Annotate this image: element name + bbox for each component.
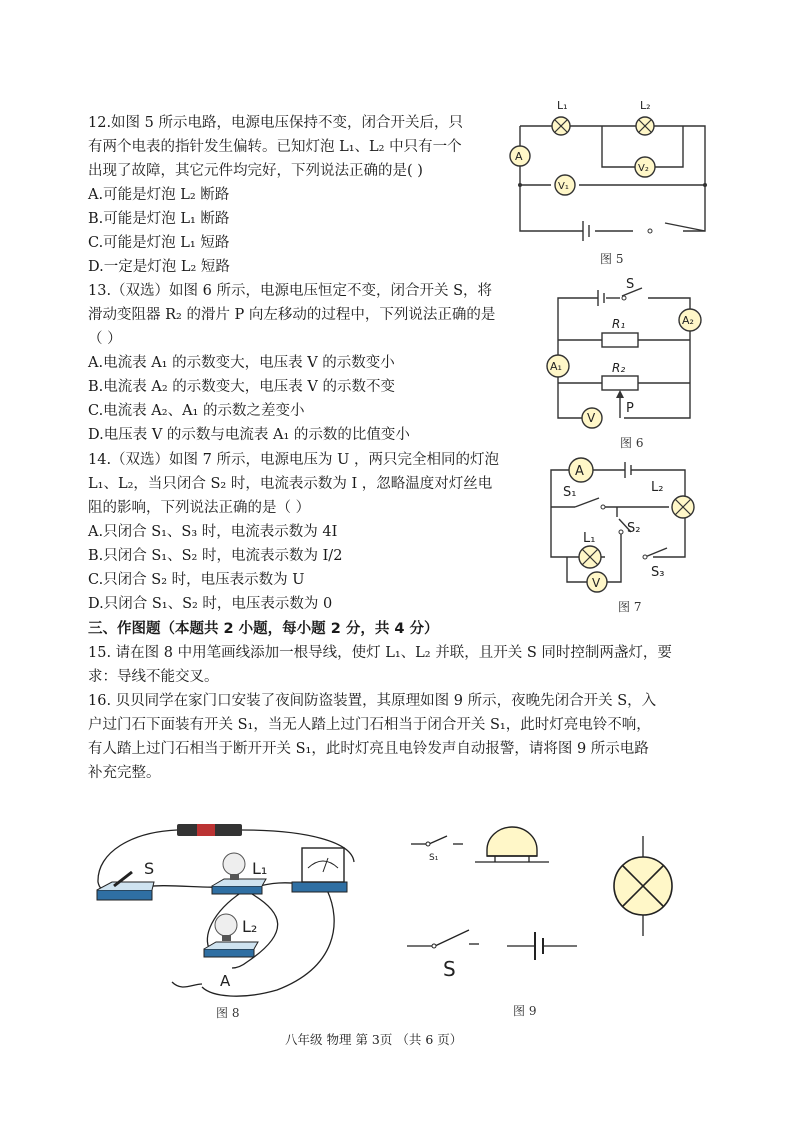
q16-line-2: 户过门石下面装有开关 S₁，当无人踏上过门石相当于闭合开关 S₁，此时灯亮电铃不响， — [88, 717, 651, 733]
figure-8-caption: 图 8 — [216, 1006, 240, 1020]
q16-line-1: 16. 贝贝同学在家门口安装了夜间防盗装置，其原理如图 9 所示，夜晚先闭合开关 S，入 — [88, 693, 657, 709]
figure-5-circuit — [505, 95, 715, 245]
q12-option-a: A.可能是灯泡 L₂ 断路 — [88, 187, 230, 203]
figure-7-circuit — [545, 452, 695, 602]
fig9-label-s: S — [443, 957, 456, 981]
fig6-label-p: P — [626, 401, 634, 416]
section-3-heading: 三、作图题（本题共 2 小题，每小题 2 分，共 4 分） — [88, 621, 439, 637]
fig8-label-s: S — [144, 859, 155, 878]
fig7-label-l1: L₁ — [583, 531, 596, 546]
q15-line-2: 求：导线不能交叉。 — [88, 669, 219, 685]
fig6-label-r1: R₁ — [612, 317, 626, 331]
fig6-label-s: S — [626, 277, 635, 292]
fig8-label-l1: L₁ — [252, 859, 268, 878]
q13-stem-line-1: 13.（双选）如图 6 所示，电源电压恒定不变，闭合开关 S，将 — [88, 283, 493, 299]
q12-option-b: B.可能是灯泡 L₁ 断路 — [88, 211, 230, 227]
fig8-label-l2: L₂ — [242, 917, 258, 936]
fig5-label-v1: V₁ — [558, 181, 569, 192]
q13-option-d: D.电压表 V 的示数与电流表 A₁ 的示数的比值变小 — [88, 427, 410, 443]
q12-stem-line-1: 12.如图 5 所示电路，电源电压保持不变，闭合开关后，只 — [88, 115, 464, 131]
q13-stem-line-2: 滑动变阻器 R₂ 的滑片 P 向左移动的过程中，下列说法正确的是 — [88, 307, 496, 323]
figure-6-caption: 图 6 — [620, 436, 644, 450]
fig5-label-a: A — [515, 150, 523, 163]
fig5-label-l1: L₁ — [557, 99, 568, 112]
q14-stem-line-1: 14.（双选）如图 7 所示，电源电压为 U ，两只完全相同的灯泡 — [88, 452, 499, 468]
figure-5-caption: 图 5 — [600, 252, 624, 266]
q14-stem-line-3: 阻的影响，下列说法正确的是（ ） — [88, 500, 311, 516]
ammeter — [292, 848, 347, 892]
fig6-label-r2: R₂ — [612, 361, 626, 375]
fig7-label-s2: S₂ — [627, 521, 641, 536]
figure-6-circuit — [540, 278, 710, 433]
fig7-label-s1: S₁ — [563, 485, 577, 500]
q14-option-a: A.只闭合 S₁、S₃ 时，电流表示数为 4I — [88, 524, 338, 540]
figure-7-caption: 图 7 — [618, 600, 642, 614]
q14-option-b: B.只闭合 S₁、S₂ 时，电流表示数为 I/2 — [88, 548, 343, 564]
q12-stem-line-3: 出现了故障，其它元件均完好，下列说法正确的是( ) — [88, 163, 423, 179]
q13-option-c: C.电流表 A₂、A₁ 的示数之差变小 — [88, 403, 305, 419]
q14-option-d: D.只闭合 S₁、S₂ 时，电压表示数为 0 — [88, 596, 333, 612]
electric-bell — [487, 827, 537, 862]
fig8-label-a: A — [220, 972, 231, 990]
fig6-label-a2: A₂ — [682, 314, 694, 327]
q12-option-d: D.一定是灯泡 L₂ 短路 — [88, 259, 230, 275]
q13-option-b: B.电流表 A₂ 的示数变大，电压表 V 的示数不变 — [88, 379, 395, 395]
q15-line-1: 15. 请在图 8 中用笔画线添加一根导线，使灯 L₁、L₂ 并联，且开关 S 同时控制两盏灯，要 — [88, 645, 672, 661]
figure-9-components — [405, 818, 685, 988]
fig6-label-a1: A₁ — [550, 360, 562, 373]
page-footer: 八年级 物理 第 3页 （共 6 页） — [285, 1032, 463, 1047]
q13-stem-line-3: （ ） — [88, 331, 122, 347]
fig7-label-s3: S₃ — [651, 565, 665, 580]
fig7-label-v: V — [592, 576, 601, 590]
figure-9-caption: 图 9 — [513, 1004, 537, 1018]
fig9-label-s1: S₁ — [429, 853, 439, 863]
q16-line-4: 补充完整。 — [88, 765, 161, 781]
q13-option-a: A.电流表 A₁ 的示数变大，电压表 V 的示数变小 — [88, 355, 395, 371]
fig5-label-v2: V₂ — [638, 163, 649, 174]
fig7-label-a: A — [575, 464, 584, 479]
fig5-label-l2: L₂ — [640, 99, 651, 112]
q14-option-c: C.只闭合 S₂ 时，电压表示数为 U — [88, 572, 305, 588]
q14-stem-line-2: L₁、L₂，当只闭合 S₂ 时，电流表示数为 I ，忽略温度对灯丝电 — [88, 476, 493, 492]
q12-stem-line-2: 有两个电表的指针发生偏转。已知灯泡 L₁、L₂ 中只有一个 — [88, 139, 462, 155]
fig6-label-v: V — [587, 411, 596, 425]
q16-line-3: 有人踏上过门石相当于断开开关 S₁，此时灯亮且电铃发声自动报警，请将图 9 所示电路 — [88, 741, 649, 757]
fig7-label-l2: L₂ — [651, 480, 664, 495]
lamp-icon — [614, 836, 672, 936]
q12-option-c: C.可能是灯泡 L₁ 短路 — [88, 235, 230, 251]
figure-8-apparatus — [92, 812, 362, 1002]
